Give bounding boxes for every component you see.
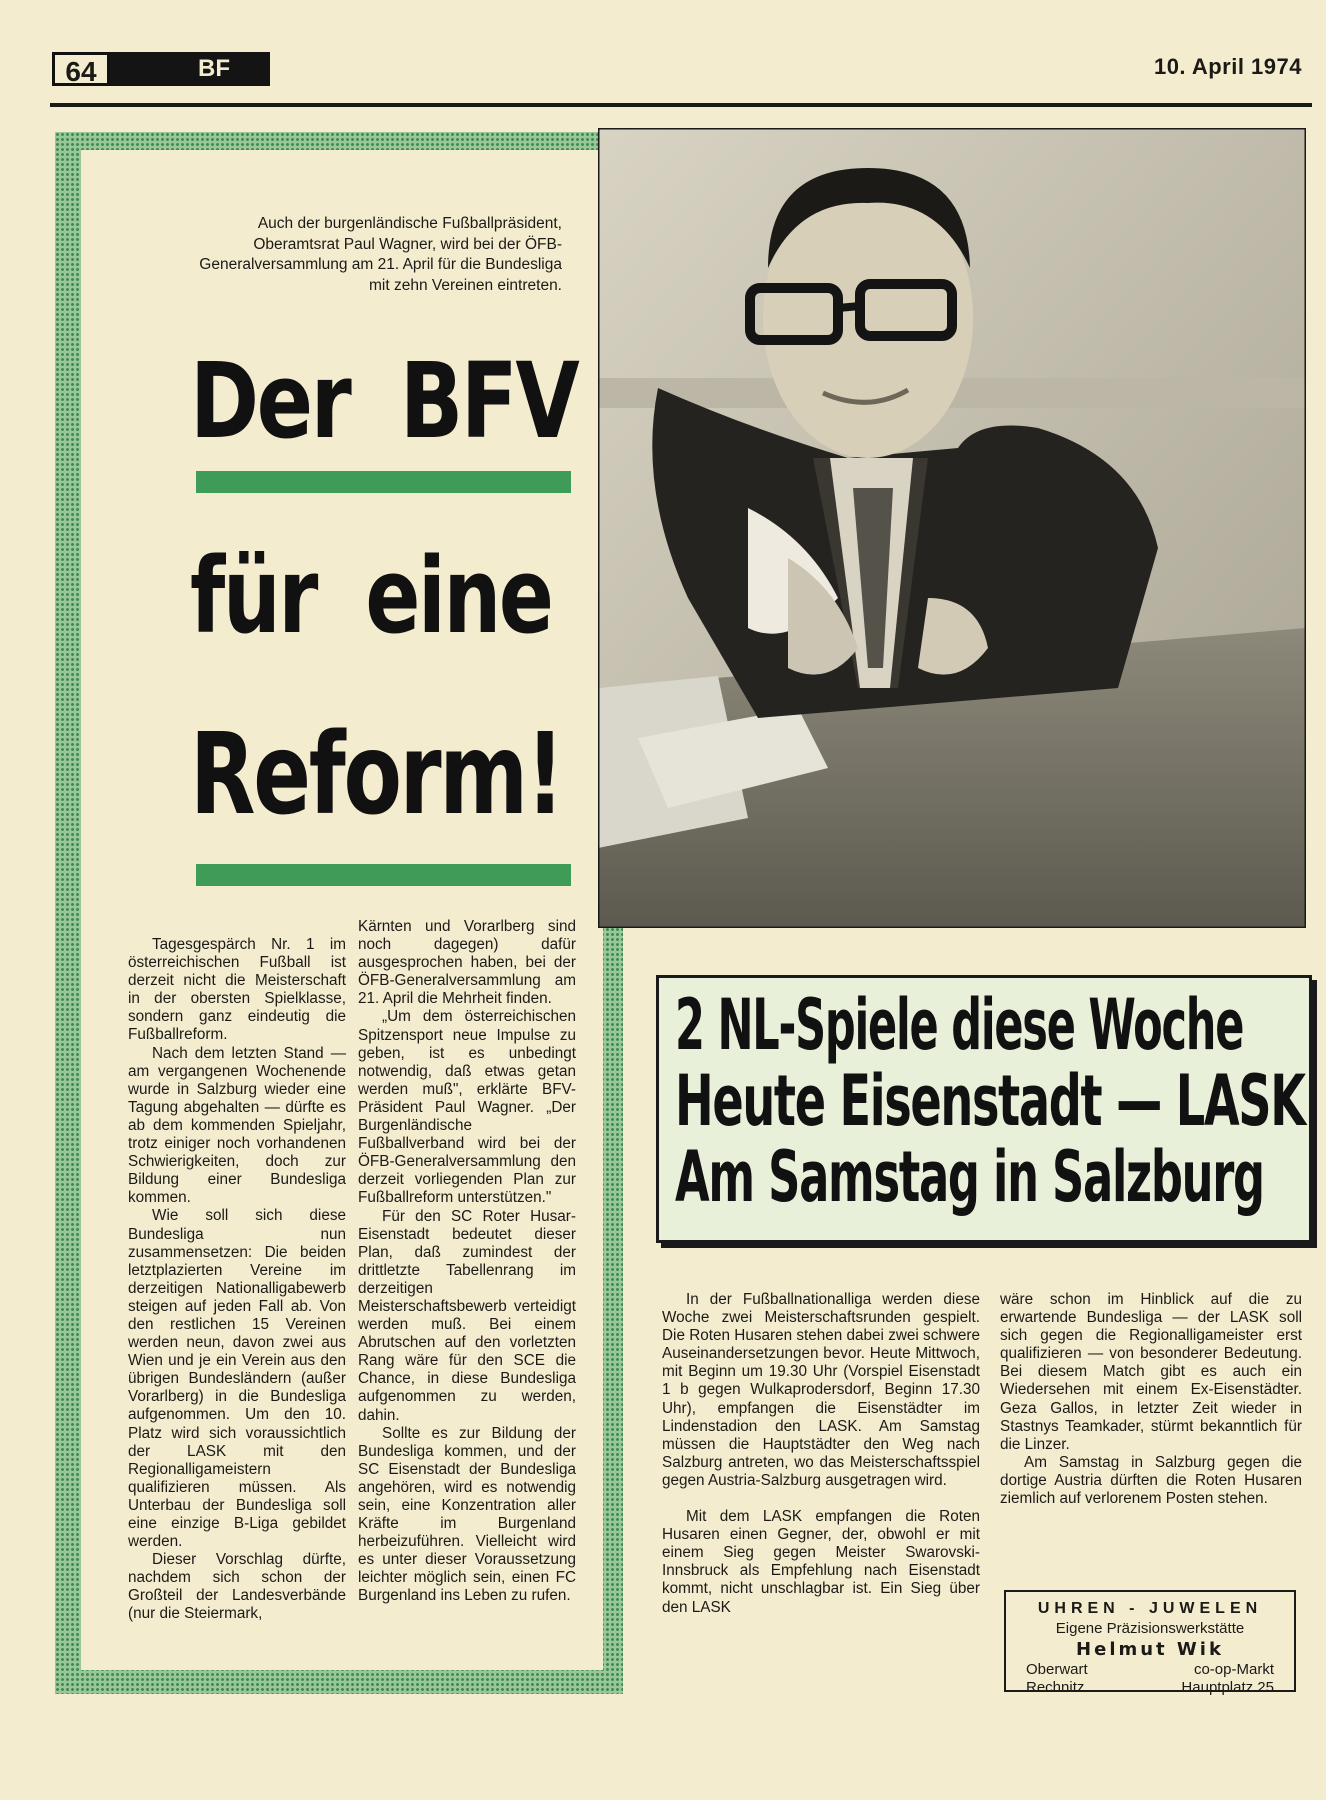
secondary-headline-line-1: 2 NL-Spiele diese Woche bbox=[675, 984, 1244, 1066]
ad-city: Oberwart bbox=[1026, 1661, 1088, 1678]
ad-name: Helmut Wik bbox=[1076, 1639, 1224, 1660]
paragraph: „Um dem österreichischen Spitzensport neue Impulse zu geben, ist es unbedingt notwendig, daß etwas getan werden muß", erklärte BFV-Präsident Paul Wagner. „Der Burgenländische Fußballverband wird bei der ÖFB-Generalversammlung den derzeit vorliegenden Plan zur Fußballreform unterstützen." bbox=[358, 1008, 576, 1207]
secondary-headline-line-2: Heute Eisenstadt — LASK bbox=[675, 1060, 1305, 1142]
ad-address-row bbox=[1006, 1679, 1294, 1696]
paragraph: Für den SC Roter Husar-Eisenstadt bedeutet dieser Plan, daß zumindest der drittletzte Tabellenrang im derzeitigen Meisterschaftsbewerb verteidigt werden muß. Bei einem Abrutschen auf den vorletzten Rang wäre für den SCE die Chance, in diese Bundesliga aufgenommen zu werden, dahin. bbox=[358, 1207, 576, 1424]
paragraph: Wie soll sich diese Bundesliga nun zusammensetzen: Die beiden letztplazierten Vereine im derzeitigen Nationalligabewerb steigen auf jeden Fall ab. Von den restlichen 15 Vereinen werden neun, davon zwei aus Wien und je ein Verein aus den übrigen Bundesländern (außer Vorarlberg) in die Bundesliga aufgenommen. Um den 10. Platz wird sich voraussichtlich der LASK mit den Regionalligameistern qualifizieren müssen. Als Unterbau der Bundesliga soll eine einzige B-Liga gebildet werden. bbox=[128, 1207, 346, 1551]
paragraph: In der Fußballnationalliga werden diese Woche zwei Meisterschaftsrunden gespielt. Die Roten Husaren stehen dabei zwei schwere Auseinandersetzungen bevor. Heute Mittwoch, mit Beginn um 19.30 Uhr (Vorspiel Eisenstadt 1 b gegen Wulkaprodersdorf, Beginn 17.30 Uhr), empfangen die Eisenstädter im Lindenstadion den LASK. Am Samstag müssen die Hauptstädter den Weg nach Salzburg antreten, wo das Meisterschaftsspiel gegen Austria-Salzburg ausgetragen wird. bbox=[662, 1291, 981, 1489]
section-label: BF bbox=[110, 52, 270, 86]
issue-date: 10. April 1974 bbox=[1153, 54, 1302, 79]
green-rule bbox=[196, 864, 571, 886]
advertisement-box bbox=[1004, 1590, 1296, 1696]
headline-line-3: Reform! bbox=[190, 710, 563, 840]
paragraph: Sollte es zur Bildung der Bundesliga kommen, und der SC Eisenstadt der Bundesliga angehören, wird es notwendig sein, eine Konzentration aller Kräfte im Burgenland herbeizuführen. Vielleicht wird es unter dieser Voraussetzung leichter möglich sein, einen FC Burgenland ins Leben zu rufen. bbox=[358, 1424, 576, 1605]
article-column-3 bbox=[662, 1291, 980, 1617]
green-rule bbox=[196, 471, 571, 493]
headline-line-2: für eine bbox=[190, 535, 552, 657]
ad-address-row bbox=[1006, 1661, 1294, 1678]
secondary-headline-box bbox=[656, 975, 1312, 1243]
paragraph: Kärnten und Vorarlberg sind noch dagegen) dafür ausgesprochen haben, bei der ÖFB-Generalversammlung am 21. April die Mehrheit finden. bbox=[358, 918, 576, 1008]
paragraph: wäre schon im Hinblick auf die zu erwartende Bundesliga — der LASK soll sich gegen die Regionalligameister erst qualifizieren — von besonderer Bedeutung. Bei diesem Match gibt es auch ein Wiedersehen mit einem Ex-Eisenstädter. Geza Gallos, in letzter Zeit wieder in Stastnys Teamkader, stürmt bekanntlich für die Linzer. bbox=[1000, 1291, 1302, 1453]
ad-title: UHREN - JUWELEN bbox=[1037, 1600, 1263, 1617]
article-column-4 bbox=[1000, 1291, 1302, 1508]
paragraph: Mit dem LASK empfangen die Roten Husaren einen Gegner, der, obwohl er mit einem Sieg gegen Meister Swarovski-Innsbruck als Empfehlung nach Eisenstadt kommt, nicht unschlagbar ist. Ein Sieg über den LASK bbox=[662, 1508, 980, 1616]
portrait-photo bbox=[598, 128, 1306, 928]
paragraph: Dieser Vorschlag dürfte, nachdem sich schon der Großteil der Landesverbände (nur die Steiermark, bbox=[128, 1551, 346, 1623]
paragraph: Tagesgespärch Nr. 1 im österreichischen Fußball ist derzeit nicht die Meisterschaft in der obersten Spielklasse, sondern ganz eindeutig die Fußballreform. bbox=[128, 936, 346, 1044]
headline-line-1: Der BFV bbox=[190, 340, 578, 462]
ad-location: Hauptplatz 25 bbox=[1181, 1679, 1274, 1696]
paragraph: Nach dem letzten Stand — am vergangenen Wochenende wurde in Salzburg wieder eine Tagung abgehalten — dürfte es ab dem kommenden Spieljahr, trotz einiger noch vorhandenen Schwierigkeiten, doch zur Bildung einer Bundesliga kommen. bbox=[128, 1044, 346, 1207]
secondary-headline-line-3: Am Samstag in Salzburg bbox=[675, 1136, 1264, 1218]
photo-illustration bbox=[598, 128, 1306, 928]
ad-subtitle: Eigene Präzisionswerkstätte bbox=[1055, 1620, 1245, 1637]
article-column-2 bbox=[358, 918, 576, 1606]
ad-location: co-op-Markt bbox=[1193, 1661, 1274, 1678]
ad-city: Rechnitz bbox=[1026, 1679, 1085, 1696]
page-number: 64 bbox=[52, 52, 110, 86]
article-column-1 bbox=[128, 936, 346, 1624]
header-rule bbox=[50, 103, 1312, 107]
photo-caption: Auch der burgenländische Fußballpräsident, Oberamtsrat Paul Wagner, wird bei der ÖFB-Generalversammlung am 21. April für die Bundesliga mit zehn Vereinen eintreten. bbox=[199, 215, 562, 294]
paragraph: Am Samstag in Salzburg gegen die dortige Austria dürften die Roten Husaren ziemlich auf verlorenem Posten stehen. bbox=[1000, 1453, 1302, 1508]
